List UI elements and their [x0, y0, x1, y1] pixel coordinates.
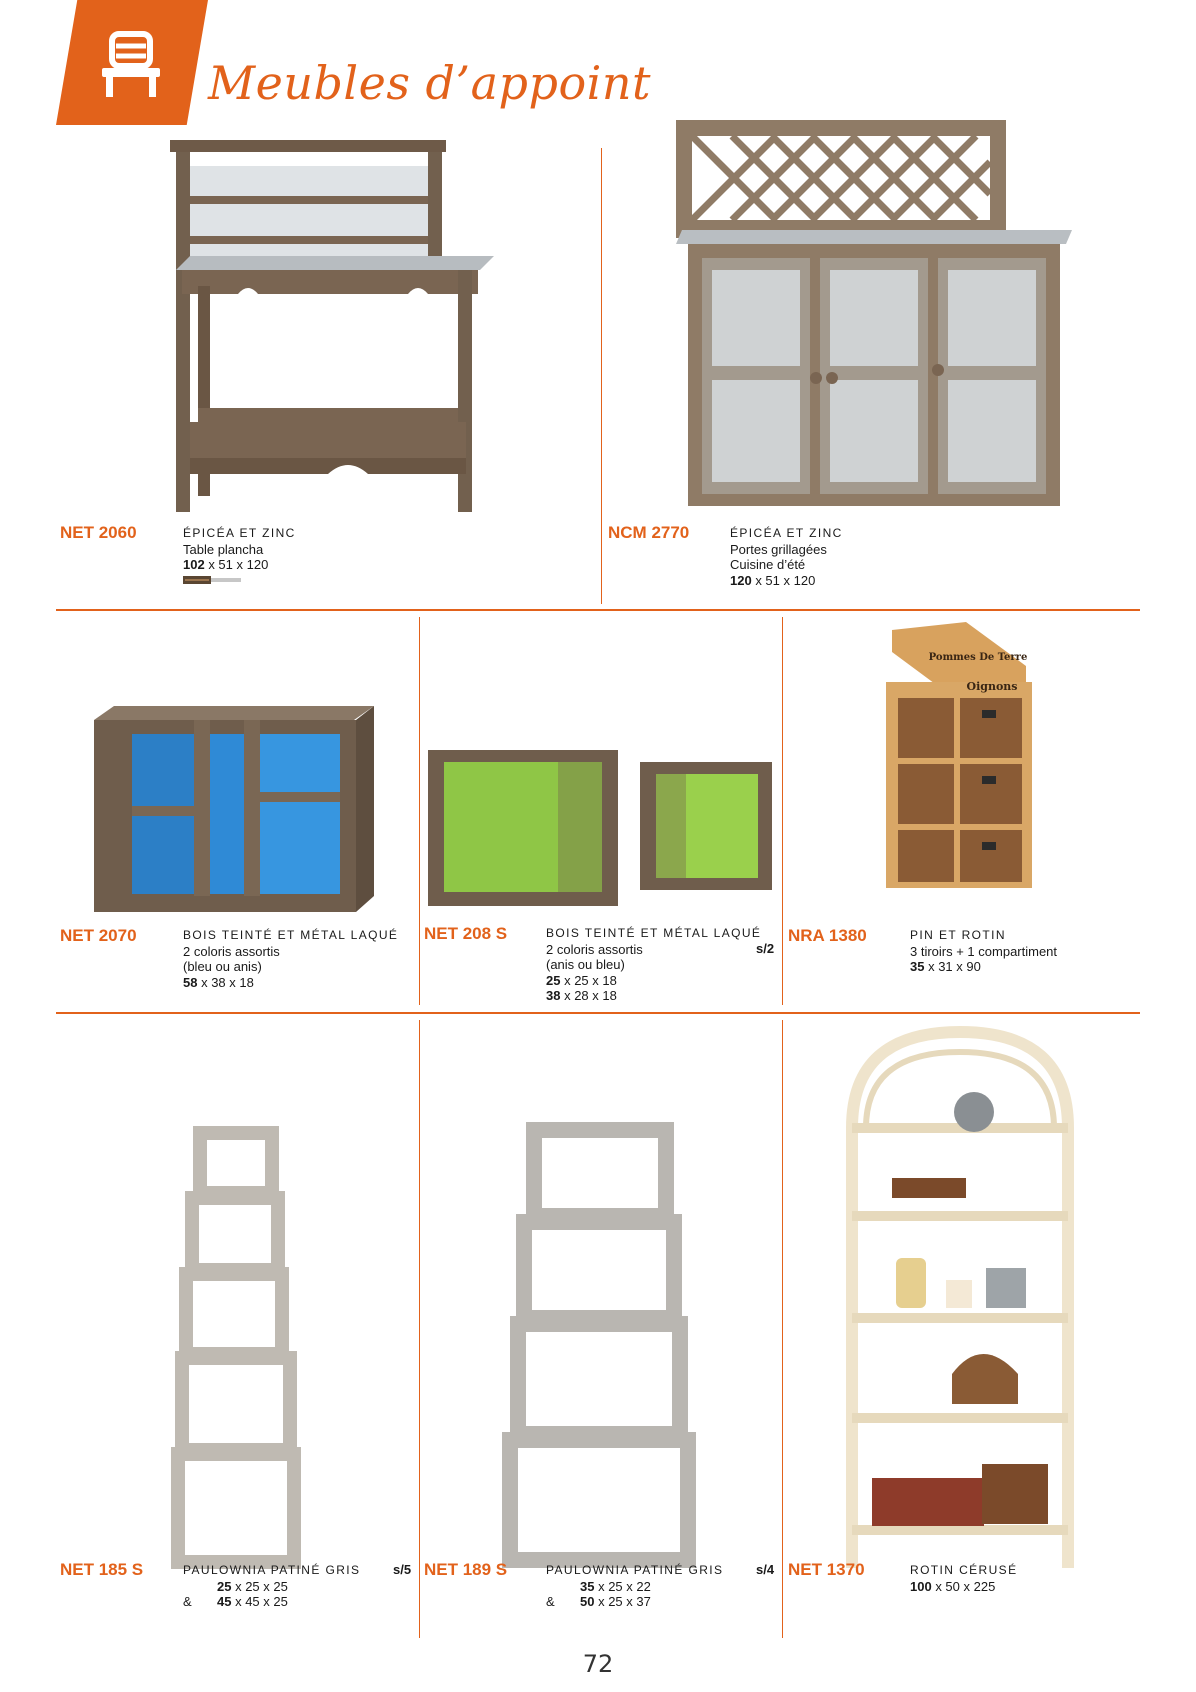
bin-label-top: Pommes De Terre — [928, 652, 1028, 663]
product-description: 2 coloris assortis — [183, 943, 280, 959]
product-description: (bleu ou anis) — [183, 959, 262, 974]
product-material: PAULOWNIA PATINÉ GRIS — [183, 1563, 361, 1577]
product-details — [910, 1563, 1017, 1594]
potting-table-image — [168, 136, 498, 512]
product-dimensions: 58 x 38 x 18 — [183, 974, 254, 990]
divider-horizontal — [56, 609, 1140, 611]
product-code: NET 2070 — [60, 926, 137, 945]
bakers-rack-image — [836, 1018, 1086, 1570]
product-description: 2 coloris assortis — [546, 941, 643, 957]
product-code: NET 185 S — [60, 1560, 144, 1579]
product-code: NRA 1380 — [788, 926, 867, 945]
product-code: NET 2060 — [60, 523, 137, 542]
product-dimensions: & 50 x 25 x 37 — [546, 1594, 651, 1609]
potato-bin-image — [886, 622, 1032, 888]
product-details — [183, 928, 398, 990]
nesting-boxes-4-image — [508, 1122, 694, 1566]
product-dimensions: 25 x 25 x 25 — [217, 1578, 288, 1594]
product-dimensions: 102 x 51 x 120 — [183, 557, 269, 572]
nesting-boxes-5-image — [178, 1126, 298, 1566]
product-details — [730, 526, 843, 588]
set-quantity: s/2 — [756, 941, 775, 956]
chair-icon — [96, 30, 166, 102]
divider-vertical — [419, 1020, 420, 1638]
product-material: ÉPICÉA ET ZINC — [730, 526, 843, 540]
divider-vertical — [601, 148, 602, 604]
product-code: NET 208 S — [424, 924, 508, 943]
product-dimensions: 120 x 51 x 120 — [730, 572, 816, 588]
brush-icon — [183, 575, 243, 585]
product-details — [910, 928, 1057, 975]
product-details — [546, 1563, 723, 1610]
product-code: NET 189 S — [424, 1560, 508, 1579]
product-dimensions: 35 x 31 x 90 — [910, 959, 981, 974]
cabinet-image — [676, 120, 1072, 512]
crates-green-image — [428, 750, 772, 906]
divider-vertical — [419, 617, 420, 1005]
product-material: PIN ET ROTIN — [910, 928, 1006, 942]
section-tab — [56, 0, 208, 125]
product-description: (anis ou bleu) — [546, 957, 625, 972]
product-material: BOIS TEINTÉ ET MÉTAL LAQUÉ — [546, 926, 762, 940]
shelf-blue-image — [94, 706, 376, 912]
product-material: ROTIN CÉRUSÉ — [910, 1563, 1018, 1577]
product-dimensions: & 45 x 45 x 25 — [183, 1594, 288, 1609]
bin-label-bottom: Oignons — [966, 680, 1018, 693]
product-description: 3 tiroirs + 1 compartiment — [910, 943, 1058, 959]
product-description: Portes grillagées — [730, 541, 827, 557]
set-quantity: s/5 — [393, 1562, 412, 1577]
product-details — [183, 526, 296, 588]
page-title: Meubles d’appoint — [208, 56, 651, 110]
product-dimensions: 35 x 25 x 22 — [580, 1578, 651, 1594]
product-code: NCM 2770 — [608, 523, 690, 542]
product-material: ÉPICÉA ET ZINC — [183, 526, 296, 540]
divider-vertical — [782, 617, 783, 1005]
product-material: BOIS TEINTÉ ET MÉTAL LAQUÉ — [183, 928, 399, 942]
product-description: Table plancha — [183, 541, 264, 557]
divider-horizontal — [56, 1012, 1140, 1014]
divider-vertical — [782, 1020, 783, 1638]
product-dimensions: 38 x 28 x 18 — [546, 988, 617, 1003]
product-material: PAULOWNIA PATINÉ GRIS — [546, 1563, 724, 1577]
product-dimensions: 25 x 25 x 18 — [546, 972, 617, 988]
page-number: 72 — [582, 1650, 614, 1678]
product-dimensions: 100 x 50 x 225 — [910, 1578, 996, 1594]
product-details — [183, 1563, 360, 1610]
product-code: NET 1370 — [788, 1560, 865, 1579]
product-details — [546, 926, 761, 1004]
set-quantity: s/4 — [756, 1562, 775, 1577]
product-description: Cuisine d’été — [730, 557, 806, 572]
